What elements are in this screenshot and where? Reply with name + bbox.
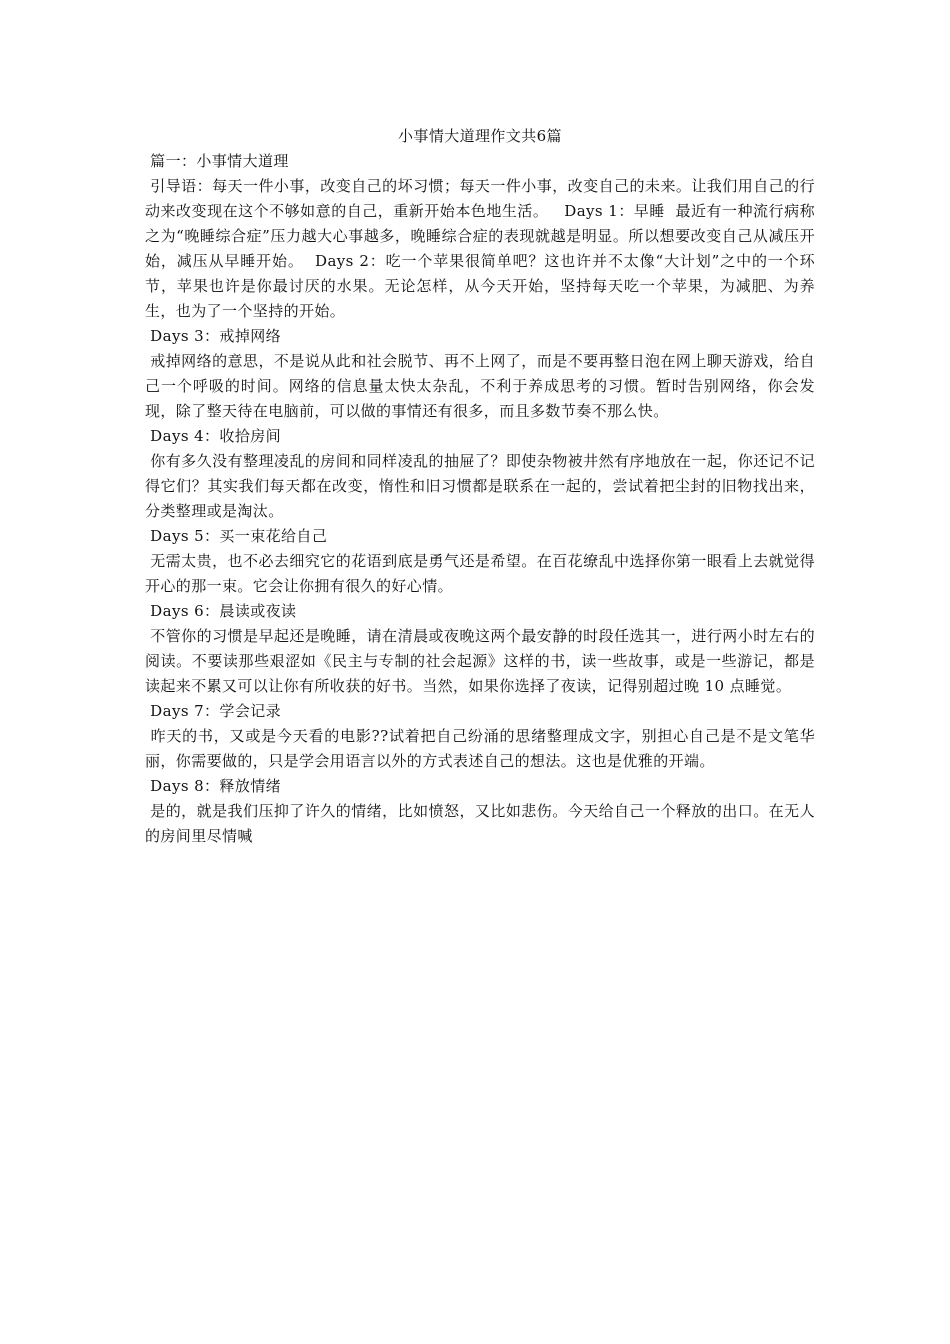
section-heading-day5: Days 5：买一束花给自己 <box>145 527 328 545</box>
section-body-day8: 是的，就是我们压抑了许久的情绪，比如愤怒，又比如悲伤。今天给自己一个释放的出口。在无人的房间里尽情喊 <box>145 802 815 845</box>
section-heading-day7: Days 7：学会记录 <box>145 702 282 720</box>
section-body-day7: 昨天的书，又或是今天看的电影??试着把自己纷涌的思绪整理成文字，别担心自己是不是文笔华丽，你需要做的，只是学会用语言以外的方式表述自己的想法。这也是优雅的开端。 <box>145 727 815 770</box>
section-body-day3: 戒掉网络的意思，不是说从此和社会脱节、再不上网了，而是不要再整日泡在网上聊天游戏，给自己一个呼吸的时间。网络的信息量太快太杂乱，不利于养成思考的习惯。暂时告别网络，你会发现，除了整天待在电脑前，可以做的事情还有很多，而且多数节奏不那么快。 <box>145 352 815 420</box>
document-body <box>145 124 815 849</box>
document-title: 小事情大道理作文共6篇 <box>398 127 562 145</box>
section-body-day6: 不管你的习惯是早起还是晚睡，请在清晨或夜晚这两个最安静的时段任选其一，进行两小时左右的阅读。不要读那些艰涩如《民主与专制的社会起源》这样的书，读一些故事，或是一些游记，都是读起来不累又可以让你有所收获的好书。当然，如果你选择了夜读，记得别超过晚 10 点睡觉。 <box>145 627 815 695</box>
section-heading-day6: Days 6：晨读或夜读 <box>145 602 297 620</box>
section-body-day5: 无需太贵，也不必去细究它的花语到底是勇气还是希望。在百花缭乱中选择你第一眼看上去就觉得开心的那一束。它会让你拥有很久的好心情。 <box>145 552 815 595</box>
part-heading: 篇一：小事情大道理 <box>145 152 289 170</box>
section-heading-day4: Days 4：收拾房间 <box>145 427 282 445</box>
intro-paragraph: 引导语：每天一件小事，改变自己的坏习惯；每天一件小事，改变自己的未来。让我们用自己的行动来改变现在这个不够如意的自己，重新开始本色地生活。 Days 1：早睡 最近有一种流行病称之为“晚睡综合症”压力越大心事越多，晚睡综合症的表现就越是明显。所以想要改变自己从减压开始，减压从早睡开始。 Days 2：吃一个苹果很简单吧？这也许并不太像“大计划”之中的一个环节，苹果也许是你最讨厌的水果。无论怎样，从今天开始，坚持每天吃一个苹果，为减肥、为养生，也为了一个坚持的开始。 <box>145 177 815 320</box>
section-heading-day8: Days 8：释放情绪 <box>145 777 282 795</box>
section-body-day4: 你有多久没有整理凌乱的房间和同样凌乱的抽屉了？即使杂物被井然有序地放在一起，你还记不记得它们？其实我们每天都在改变，惰性和旧习惯都是联系在一起的，尝试着把尘封的旧物找出来，分类整理或是淘汰。 <box>145 452 815 520</box>
section-heading-day3: Days 3：戒掉网络 <box>145 327 282 345</box>
